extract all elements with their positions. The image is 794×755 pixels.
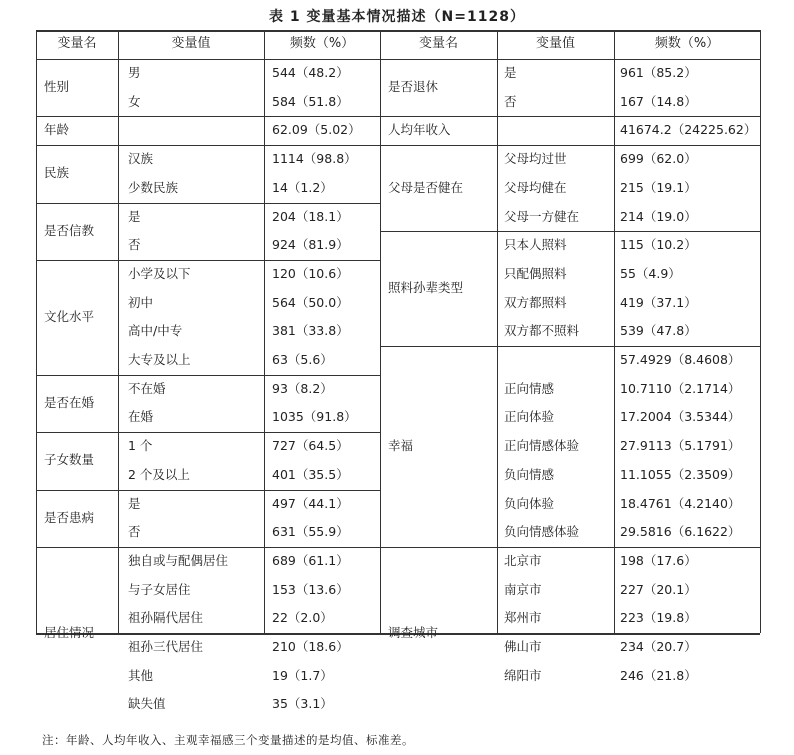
variable-value: 男 [128,65,141,80]
frequency-value: 223（19.8） [620,610,697,626]
variable-name: 是否患病 [44,509,95,525]
frequency-value: 62.09（5.02） [272,122,361,138]
variable-value: 否 [128,524,141,540]
variable-value: 是 [504,65,517,80]
frequency-value: 214（19.0） [620,208,697,224]
frequency-value: 584（51.8） [272,93,349,109]
frequency-value: 14（1.2） [272,179,333,195]
variable-value: 正向体验 [504,409,555,425]
variable-value: 只本人照料 [504,237,567,253]
variable-value: 少数民族 [128,179,179,195]
variable-name: 文化水平 [44,308,95,324]
variable-value: 负向体验 [504,495,555,511]
frequency-value: 539（47.8） [620,323,697,339]
frequency-value: 115（10.2） [620,237,697,253]
frequency-value: 246（21.8） [620,667,697,683]
variable-value: 双方都照料 [504,294,567,310]
frequency-value: 689（61.1） [272,552,349,568]
frequency-value: 55（4.9） [620,265,681,281]
frequency-value: 544（48.2） [272,65,349,80]
frequency-value: 699（62.0） [620,151,697,167]
frequency-value: 961（85.2） [620,65,697,80]
frequency-value: 198（17.6） [620,552,697,568]
variable-name: 子女数量 [44,452,95,468]
frequency-value: 167（14.8） [620,93,697,109]
variable-value: 正向情感体验 [504,438,580,454]
frequency-value: 924（81.9） [272,237,349,253]
variable-name: 居住情况 [44,624,95,640]
variable-value: 是 [128,495,141,511]
column-rule [118,30,119,633]
frequency-value: 727（64.5） [272,438,349,454]
frequency-value: 631（55.9） [272,524,349,540]
variable-name: 父母是否健在 [388,179,464,195]
variable-value: 北京市 [504,552,542,568]
column-header: 变量值 [535,36,575,51]
variable-name: 年龄 [44,122,70,138]
column-header: 变量值 [171,36,211,51]
variable-value: 2 个及以上 [128,466,190,482]
frequency-value: 27.9113（5.1791） [620,438,741,454]
variable-value: 绵阳市 [504,667,542,683]
frequency-value: 227（20.1） [620,581,697,597]
variable-value: 负向情感体验 [504,524,580,540]
variable-value: 双方都不照料 [504,323,580,339]
column-rule [614,30,615,633]
variable-value: 小学及以下 [128,265,191,281]
variable-name: 性别 [44,79,70,95]
variable-value: 其他 [128,667,154,683]
frequency-value: 93（8.2） [272,380,333,396]
frequency-value: 63（5.6） [272,352,333,367]
variable-value: 不在婚 [128,380,166,396]
column-header: 变量名 [418,36,458,51]
frequency-value: 1114（98.8） [272,151,357,167]
variable-value: 南京市 [504,581,542,597]
column-rule [380,30,381,633]
variable-value: 缺失值 [128,696,166,712]
frequency-value: 401（35.5） [272,466,349,482]
variable-name: 是否退休 [388,79,439,95]
column-header: 变量名 [57,36,97,51]
frequency-value: 17.2004（3.5344） [620,409,741,425]
variable-value: 在婚 [128,409,154,425]
table-caption: 表 1 变量基本情况描述（N=1128） [269,9,525,25]
variable-value: 大专及以上 [128,352,191,367]
frequency-value: 18.4761（4.2140） [620,495,741,511]
frequency-value: 381（33.8） [272,323,349,339]
variable-value: 只配偶照料 [504,265,567,281]
variable-value: 负向情感 [504,466,555,482]
frequency-value: 1035（91.8） [272,409,357,425]
variable-value: 初中 [128,294,154,310]
frequency-value: 11.1055（2.3509） [620,466,741,482]
variable-value: 是 [128,208,141,224]
variable-name: 幸福 [388,438,414,454]
variable-value: 正向情感 [504,380,555,396]
frequency-value: 57.4929（8.4608） [620,352,741,367]
group-divider [380,145,760,146]
variable-name: 是否信教 [44,222,95,238]
frequency-value: 41674.2（24225.62） [620,122,757,138]
column-header: 频数（%） [289,36,355,51]
variable-name: 照料孙辈类型 [388,280,464,296]
frequency-value: 564（50.0） [272,294,349,310]
variable-value: 女 [128,93,141,109]
variable-value: 与子女居住 [128,581,191,597]
frequency-value: 35（3.1） [272,696,333,712]
group-divider [380,547,760,548]
frequency-value: 19（1.7） [272,667,333,683]
variable-name: 人均年收入 [388,122,451,138]
frequency-value: 29.5816（6.1622） [620,524,741,540]
variable-value: 否 [128,237,141,253]
frequency-value: 10.7110（2.1714） [620,380,741,396]
variable-value: 高中/中专 [128,323,183,339]
variable-value: 父母一方健在 [504,208,580,224]
frequency-value: 419（37.1） [620,294,697,310]
variable-value: 否 [504,93,517,109]
variable-name: 是否在婚 [44,395,95,411]
frequency-value: 204（18.1） [272,208,349,224]
column-rule [760,30,761,633]
column-rule [497,30,498,633]
column-rule [264,30,265,633]
variable-value: 父母均过世 [504,151,567,167]
column-header: 频数（%） [654,36,720,51]
variable-value: 郑州市 [504,610,542,626]
variable-value: 父母均健在 [504,179,567,195]
variable-value: 汉族 [128,151,154,167]
frequency-value: 153（13.6） [272,581,349,597]
variable-value: 1 个 [128,438,153,454]
variable-value: 佛山市 [504,639,542,654]
frequency-value: 497（44.1） [272,495,349,511]
group-divider [380,231,760,232]
frequency-value: 234（20.7） [620,639,697,654]
frequency-value: 215（19.1） [620,179,697,195]
variable-value: 祖孙三代居住 [128,639,204,654]
frequency-value: 210（18.6） [272,639,349,654]
variable-name: 调查城市 [388,624,439,640]
column-rule [36,30,37,633]
variable-value: 祖孙隔代居住 [128,610,204,626]
frequency-value: 22（2.0） [272,610,333,626]
variable-name: 民族 [44,165,70,181]
variable-value: 独自或与配偶居住 [128,552,229,568]
frequency-value: 120（10.6） [272,265,349,281]
table-note: 注：年龄、人均年收入、主观幸福感三个变量描述的是均值、标准差。 [42,733,414,747]
